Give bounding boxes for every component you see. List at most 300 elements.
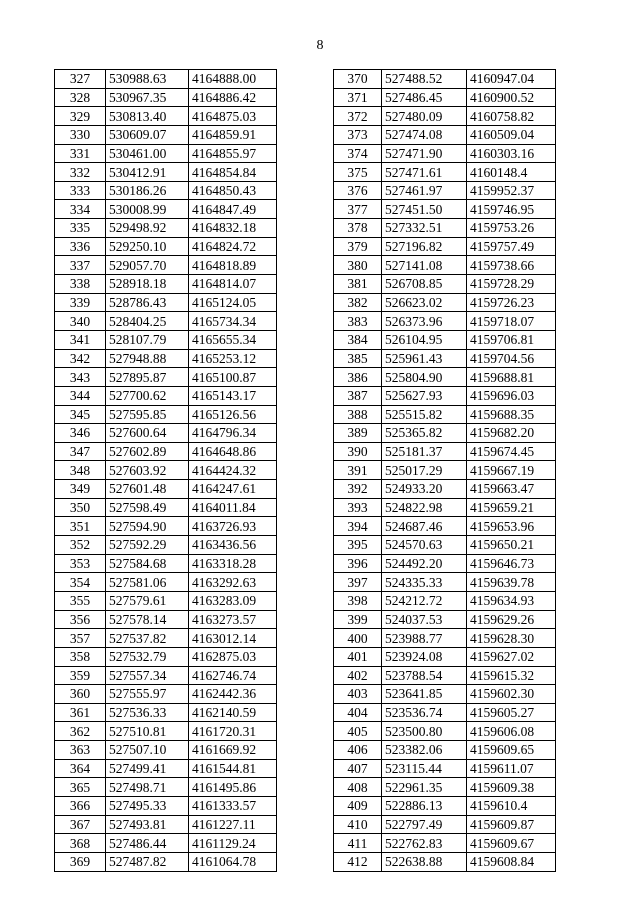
y-coordinate: 4163273.57 xyxy=(189,610,277,629)
y-coordinate: 4164424.32 xyxy=(189,461,277,480)
table-row xyxy=(55,852,277,871)
x-coordinate: 525804.90 xyxy=(382,368,467,387)
x-coordinate: 527532.79 xyxy=(106,647,189,666)
x-coordinate: 525627.93 xyxy=(382,386,467,405)
point-number: 359 xyxy=(55,666,106,685)
table-row xyxy=(334,722,556,741)
x-coordinate: 522762.83 xyxy=(382,834,467,853)
table-row xyxy=(55,629,277,648)
x-coordinate: 524335.33 xyxy=(382,573,467,592)
point-number: 401 xyxy=(334,647,382,666)
point-number: 344 xyxy=(55,386,106,405)
point-number: 342 xyxy=(55,349,106,368)
table-row xyxy=(55,125,277,144)
y-coordinate: 4161064.78 xyxy=(189,852,277,871)
y-coordinate: 4159609.38 xyxy=(467,778,556,797)
point-number: 376 xyxy=(334,181,382,200)
table-row xyxy=(334,442,556,461)
x-coordinate: 527536.33 xyxy=(106,703,189,722)
point-number: 391 xyxy=(334,461,382,480)
point-number: 363 xyxy=(55,741,106,760)
table-row xyxy=(334,834,556,853)
table-row xyxy=(334,573,556,592)
point-number: 332 xyxy=(55,163,106,182)
point-number: 393 xyxy=(334,498,382,517)
point-number: 410 xyxy=(334,815,382,834)
x-coordinate: 530988.63 xyxy=(106,70,189,89)
y-coordinate: 4164011.84 xyxy=(189,498,277,517)
y-coordinate: 4163012.14 xyxy=(189,629,277,648)
x-coordinate: 525017.29 xyxy=(382,461,467,480)
x-coordinate: 522886.13 xyxy=(382,796,467,815)
table-row xyxy=(55,88,277,107)
y-coordinate: 4164818.89 xyxy=(189,256,277,275)
x-coordinate: 527487.82 xyxy=(106,852,189,871)
x-coordinate: 525961.43 xyxy=(382,349,467,368)
point-number: 328 xyxy=(55,88,106,107)
y-coordinate: 4162140.59 xyxy=(189,703,277,722)
x-coordinate: 527332.51 xyxy=(382,219,467,238)
point-number: 374 xyxy=(334,144,382,163)
x-coordinate: 527594.90 xyxy=(106,517,189,536)
table-row xyxy=(55,778,277,797)
y-coordinate: 4164875.03 xyxy=(189,107,277,126)
x-coordinate: 523536.74 xyxy=(382,703,467,722)
table-row xyxy=(55,759,277,778)
x-coordinate: 522638.88 xyxy=(382,852,467,871)
x-coordinate: 527579.61 xyxy=(106,591,189,610)
x-coordinate: 527603.92 xyxy=(106,461,189,480)
y-coordinate: 4159606.08 xyxy=(467,722,556,741)
y-coordinate: 4159696.03 xyxy=(467,386,556,405)
y-coordinate: 4165100.87 xyxy=(189,368,277,387)
point-number: 373 xyxy=(334,125,382,144)
y-coordinate: 4159609.67 xyxy=(467,834,556,853)
point-number: 380 xyxy=(334,256,382,275)
table-row xyxy=(334,498,556,517)
y-coordinate: 4163283.09 xyxy=(189,591,277,610)
point-number: 372 xyxy=(334,107,382,126)
y-coordinate: 4161669.92 xyxy=(189,741,277,760)
point-number: 394 xyxy=(334,517,382,536)
table-row xyxy=(334,293,556,312)
x-coordinate: 527584.68 xyxy=(106,554,189,573)
x-coordinate: 523924.08 xyxy=(382,647,467,666)
x-coordinate: 525181.37 xyxy=(382,442,467,461)
table-row xyxy=(334,778,556,797)
point-number: 395 xyxy=(334,536,382,555)
table-row xyxy=(334,610,556,629)
y-coordinate: 4164847.49 xyxy=(189,200,277,219)
table-row xyxy=(334,144,556,163)
table-row xyxy=(334,405,556,424)
x-coordinate: 527537.82 xyxy=(106,629,189,648)
y-coordinate: 4160900.52 xyxy=(467,88,556,107)
table-row xyxy=(55,517,277,536)
point-number: 341 xyxy=(55,330,106,349)
x-coordinate: 527700.62 xyxy=(106,386,189,405)
table-row xyxy=(55,405,277,424)
x-coordinate: 527486.44 xyxy=(106,834,189,853)
y-coordinate: 4163726.93 xyxy=(189,517,277,536)
x-coordinate: 527555.97 xyxy=(106,685,189,704)
x-coordinate: 527486.45 xyxy=(382,88,467,107)
x-coordinate: 522797.49 xyxy=(382,815,467,834)
y-coordinate: 4164888.00 xyxy=(189,70,277,89)
table-row xyxy=(334,424,556,443)
y-coordinate: 4164824.72 xyxy=(189,237,277,256)
table-row xyxy=(334,666,556,685)
x-coordinate: 525515.82 xyxy=(382,405,467,424)
point-number: 339 xyxy=(55,293,106,312)
table-row xyxy=(334,536,556,555)
point-number: 350 xyxy=(55,498,106,517)
table-row xyxy=(55,498,277,517)
table-row xyxy=(334,368,556,387)
x-coordinate: 524037.53 xyxy=(382,610,467,629)
table-row xyxy=(334,163,556,182)
y-coordinate: 4159674.45 xyxy=(467,442,556,461)
point-number: 349 xyxy=(55,480,106,499)
table-row xyxy=(334,107,556,126)
table-row xyxy=(334,70,556,89)
table-row xyxy=(55,293,277,312)
y-coordinate: 4165124.05 xyxy=(189,293,277,312)
point-number: 408 xyxy=(334,778,382,797)
point-number: 368 xyxy=(55,834,106,853)
table-row xyxy=(334,517,556,536)
y-coordinate: 4159611.07 xyxy=(467,759,556,778)
y-coordinate: 4159726.23 xyxy=(467,293,556,312)
point-number: 385 xyxy=(334,349,382,368)
point-number: 396 xyxy=(334,554,382,573)
table-row xyxy=(334,256,556,275)
table-row xyxy=(334,219,556,238)
x-coordinate: 523641.85 xyxy=(382,685,467,704)
x-coordinate: 527471.90 xyxy=(382,144,467,163)
y-coordinate: 4162875.03 xyxy=(189,647,277,666)
x-coordinate: 527499.41 xyxy=(106,759,189,778)
x-coordinate: 524933.20 xyxy=(382,480,467,499)
y-coordinate: 4159952.37 xyxy=(467,181,556,200)
x-coordinate: 527598.49 xyxy=(106,498,189,517)
y-coordinate: 4159659.21 xyxy=(467,498,556,517)
y-coordinate: 4159667.19 xyxy=(467,461,556,480)
x-coordinate: 525365.82 xyxy=(382,424,467,443)
table-row xyxy=(55,796,277,815)
table-row xyxy=(334,852,556,871)
point-number: 346 xyxy=(55,424,106,443)
table-row xyxy=(55,741,277,760)
table-row xyxy=(55,349,277,368)
point-number: 331 xyxy=(55,144,106,163)
point-number: 369 xyxy=(55,852,106,871)
point-number: 412 xyxy=(334,852,382,871)
x-coordinate: 526708.85 xyxy=(382,275,467,294)
point-number: 402 xyxy=(334,666,382,685)
point-number: 390 xyxy=(334,442,382,461)
table-row xyxy=(55,442,277,461)
y-coordinate: 4160509.04 xyxy=(467,125,556,144)
x-coordinate: 529250.10 xyxy=(106,237,189,256)
x-coordinate: 523500.80 xyxy=(382,722,467,741)
point-number: 329 xyxy=(55,107,106,126)
x-coordinate: 527451.50 xyxy=(382,200,467,219)
point-number: 389 xyxy=(334,424,382,443)
y-coordinate: 4162442.36 xyxy=(189,685,277,704)
x-coordinate: 528404.25 xyxy=(106,312,189,331)
x-coordinate: 527495.33 xyxy=(106,796,189,815)
x-coordinate: 523988.77 xyxy=(382,629,467,648)
y-coordinate: 4159718.07 xyxy=(467,312,556,331)
table-row xyxy=(55,144,277,163)
point-number: 366 xyxy=(55,796,106,815)
x-coordinate: 527895.87 xyxy=(106,368,189,387)
point-number: 370 xyxy=(334,70,382,89)
x-coordinate: 526373.96 xyxy=(382,312,467,331)
x-coordinate: 527602.89 xyxy=(106,442,189,461)
point-number: 333 xyxy=(55,181,106,200)
y-coordinate: 4164648.86 xyxy=(189,442,277,461)
y-coordinate: 4161227.11 xyxy=(189,815,277,834)
y-coordinate: 4161720.31 xyxy=(189,722,277,741)
table-row xyxy=(334,88,556,107)
point-number: 354 xyxy=(55,573,106,592)
y-coordinate: 4160303.16 xyxy=(467,144,556,163)
x-coordinate: 528918.18 xyxy=(106,275,189,294)
y-coordinate: 4159646.73 xyxy=(467,554,556,573)
x-coordinate: 528107.79 xyxy=(106,330,189,349)
y-coordinate: 4159653.96 xyxy=(467,517,556,536)
point-number: 411 xyxy=(334,834,382,853)
table-row xyxy=(334,200,556,219)
table-row xyxy=(55,610,277,629)
x-coordinate: 530967.35 xyxy=(106,88,189,107)
point-number: 399 xyxy=(334,610,382,629)
y-coordinate: 4159609.65 xyxy=(467,741,556,760)
table-row xyxy=(334,629,556,648)
y-coordinate: 4164886.42 xyxy=(189,88,277,107)
x-coordinate: 523788.54 xyxy=(382,666,467,685)
table-row xyxy=(55,330,277,349)
y-coordinate: 4159608.84 xyxy=(467,852,556,871)
point-number: 382 xyxy=(334,293,382,312)
x-coordinate: 527595.85 xyxy=(106,405,189,424)
table-row xyxy=(334,647,556,666)
point-number: 330 xyxy=(55,125,106,144)
point-number: 327 xyxy=(55,70,106,89)
y-coordinate: 4161333.57 xyxy=(189,796,277,815)
x-coordinate: 530813.40 xyxy=(106,107,189,126)
point-number: 384 xyxy=(334,330,382,349)
table-row xyxy=(55,536,277,555)
y-coordinate: 4159615.32 xyxy=(467,666,556,685)
point-number: 343 xyxy=(55,368,106,387)
table-row xyxy=(55,591,277,610)
x-coordinate: 527141.08 xyxy=(382,256,467,275)
table-row xyxy=(55,181,277,200)
table-row xyxy=(334,125,556,144)
point-number: 405 xyxy=(334,722,382,741)
point-number: 407 xyxy=(334,759,382,778)
point-number: 377 xyxy=(334,200,382,219)
x-coordinate: 530609.07 xyxy=(106,125,189,144)
point-number: 400 xyxy=(334,629,382,648)
y-coordinate: 4163436.56 xyxy=(189,536,277,555)
table-row xyxy=(55,480,277,499)
point-number: 358 xyxy=(55,647,106,666)
y-coordinate: 4164247.61 xyxy=(189,480,277,499)
coordinates-table-left xyxy=(54,69,277,872)
table-row xyxy=(334,759,556,778)
x-coordinate: 527557.34 xyxy=(106,666,189,685)
x-coordinate: 524822.98 xyxy=(382,498,467,517)
y-coordinate: 4164850.43 xyxy=(189,181,277,200)
y-coordinate: 4165126.56 xyxy=(189,405,277,424)
y-coordinate: 4164854.84 xyxy=(189,163,277,182)
x-coordinate: 524687.46 xyxy=(382,517,467,536)
x-coordinate: 526623.02 xyxy=(382,293,467,312)
table-row xyxy=(55,368,277,387)
point-number: 352 xyxy=(55,536,106,555)
y-coordinate: 4159753.26 xyxy=(467,219,556,238)
table-row xyxy=(55,70,277,89)
y-coordinate: 4159634.93 xyxy=(467,591,556,610)
y-coordinate: 4159757.49 xyxy=(467,237,556,256)
point-number: 347 xyxy=(55,442,106,461)
y-coordinate: 4160148.4 xyxy=(467,163,556,182)
coordinates-table-right xyxy=(333,69,556,872)
x-coordinate: 524570.63 xyxy=(382,536,467,555)
x-coordinate: 527507.10 xyxy=(106,741,189,760)
x-coordinate: 527948.88 xyxy=(106,349,189,368)
y-coordinate: 4159704.56 xyxy=(467,349,556,368)
point-number: 351 xyxy=(55,517,106,536)
x-coordinate: 523115.44 xyxy=(382,759,467,778)
x-coordinate: 527510.81 xyxy=(106,722,189,741)
y-coordinate: 4159602.30 xyxy=(467,685,556,704)
x-coordinate: 527471.61 xyxy=(382,163,467,182)
x-coordinate: 524492.20 xyxy=(382,554,467,573)
table-row xyxy=(334,181,556,200)
point-number: 362 xyxy=(55,722,106,741)
table-row xyxy=(55,424,277,443)
point-number: 355 xyxy=(55,591,106,610)
x-coordinate: 528786.43 xyxy=(106,293,189,312)
x-coordinate: 527601.48 xyxy=(106,480,189,499)
x-coordinate: 530186.26 xyxy=(106,181,189,200)
x-coordinate: 527488.52 xyxy=(382,70,467,89)
table-row xyxy=(334,349,556,368)
point-number: 371 xyxy=(334,88,382,107)
table-row xyxy=(55,256,277,275)
table-row xyxy=(55,703,277,722)
x-coordinate: 529057.70 xyxy=(106,256,189,275)
y-coordinate: 4163292.63 xyxy=(189,573,277,592)
y-coordinate: 4161129.24 xyxy=(189,834,277,853)
table-row xyxy=(334,741,556,760)
y-coordinate: 4164814.07 xyxy=(189,275,277,294)
table-row xyxy=(334,796,556,815)
x-coordinate: 523382.06 xyxy=(382,741,467,760)
table-row xyxy=(55,237,277,256)
point-number: 364 xyxy=(55,759,106,778)
table-row xyxy=(55,666,277,685)
point-number: 356 xyxy=(55,610,106,629)
y-coordinate: 4159609.87 xyxy=(467,815,556,834)
point-number: 398 xyxy=(334,591,382,610)
table-row xyxy=(334,591,556,610)
point-number: 379 xyxy=(334,237,382,256)
table-row xyxy=(334,312,556,331)
y-coordinate: 4159639.78 xyxy=(467,573,556,592)
table-row xyxy=(334,386,556,405)
y-coordinate: 4163318.28 xyxy=(189,554,277,573)
point-number: 335 xyxy=(55,219,106,238)
table-row xyxy=(55,219,277,238)
x-coordinate: 527493.81 xyxy=(106,815,189,834)
point-number: 338 xyxy=(55,275,106,294)
y-coordinate: 4164855.97 xyxy=(189,144,277,163)
point-number: 409 xyxy=(334,796,382,815)
y-coordinate: 4164796.34 xyxy=(189,424,277,443)
y-coordinate: 4164859.91 xyxy=(189,125,277,144)
point-number: 334 xyxy=(55,200,106,219)
y-coordinate: 4161544.81 xyxy=(189,759,277,778)
x-coordinate: 524212.72 xyxy=(382,591,467,610)
y-coordinate: 4165734.34 xyxy=(189,312,277,331)
point-number: 381 xyxy=(334,275,382,294)
y-coordinate: 4165253.12 xyxy=(189,349,277,368)
point-number: 397 xyxy=(334,573,382,592)
table-row xyxy=(334,461,556,480)
x-coordinate: 527592.29 xyxy=(106,536,189,555)
y-coordinate: 4159688.81 xyxy=(467,368,556,387)
point-number: 365 xyxy=(55,778,106,797)
table-row xyxy=(55,107,277,126)
table-row xyxy=(55,647,277,666)
table-row xyxy=(55,275,277,294)
x-coordinate: 529498.92 xyxy=(106,219,189,238)
point-number: 388 xyxy=(334,405,382,424)
table-row xyxy=(334,237,556,256)
y-coordinate: 4159628.30 xyxy=(467,629,556,648)
table-row xyxy=(334,703,556,722)
y-coordinate: 4161495.86 xyxy=(189,778,277,797)
y-coordinate: 4159738.66 xyxy=(467,256,556,275)
y-coordinate: 4165655.34 xyxy=(189,330,277,349)
table-row xyxy=(55,722,277,741)
y-coordinate: 4159706.81 xyxy=(467,330,556,349)
x-coordinate: 530008.99 xyxy=(106,200,189,219)
y-coordinate: 4164832.18 xyxy=(189,219,277,238)
table-row xyxy=(55,573,277,592)
y-coordinate: 4159650.21 xyxy=(467,536,556,555)
page-number: 8 xyxy=(316,38,324,53)
table-row xyxy=(334,685,556,704)
table-row xyxy=(334,815,556,834)
point-number: 336 xyxy=(55,237,106,256)
y-coordinate: 4159746.95 xyxy=(467,200,556,219)
point-number: 386 xyxy=(334,368,382,387)
x-coordinate: 522961.35 xyxy=(382,778,467,797)
point-number: 383 xyxy=(334,312,382,331)
point-number: 361 xyxy=(55,703,106,722)
y-coordinate: 4159610.4 xyxy=(467,796,556,815)
y-coordinate: 4159728.29 xyxy=(467,275,556,294)
table-row xyxy=(334,275,556,294)
y-coordinate: 4162746.74 xyxy=(189,666,277,685)
